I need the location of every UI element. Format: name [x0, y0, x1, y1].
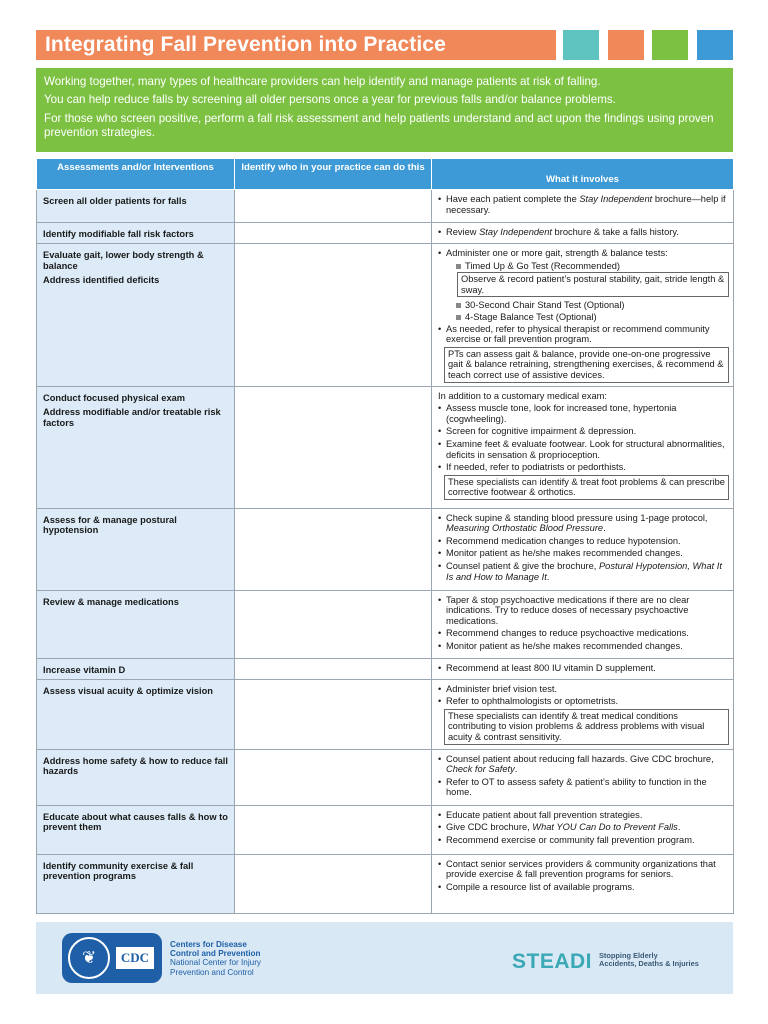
- text-part: Administer brief vision test.: [446, 683, 558, 694]
- assessment-cell: [37, 508, 235, 590]
- decorative-square-orange: [608, 30, 644, 60]
- bullet-item: [438, 641, 729, 652]
- intro-paragraph: You can help reduce falls by screening all older persons once a year for previous falls and/or balance problems.: [44, 93, 616, 107]
- cdc-line: Prevention and Control: [170, 967, 254, 977]
- text-part: Screen for cognitive impairment & depression.: [446, 426, 637, 437]
- text-part: Have each patient complete the: [446, 194, 580, 204]
- bullet-item: [438, 859, 729, 880]
- text-part: brochure—help if necessary.: [446, 194, 726, 215]
- text-part: Refer to ophthalmologists or optometrists.: [446, 696, 619, 707]
- text-part: Taper & stop psychoactive medications if there are no clear indications. Try to reduce doses of necessary psychoactive medications.: [446, 594, 690, 626]
- text-part: .: [546, 571, 550, 582]
- assessment-label: Assess for & manage postural hypotension: [43, 514, 177, 536]
- assessment-cell: [37, 679, 235, 749]
- publication-title: Measuring Orthostatic Blood Pressure: [446, 523, 604, 534]
- text-part: Give CDC brochure,: [446, 822, 533, 833]
- involves-cell: [432, 854, 734, 913]
- page-title: Integrating Fall Prevention into Practice: [45, 33, 446, 56]
- bullet-item: [438, 439, 729, 460]
- assessment-cell: [37, 590, 235, 658]
- assessment-label: Evaluate gait, lower body strength & balance: [43, 250, 204, 271]
- who-cell[interactable]: [235, 386, 432, 508]
- assessment-label: Educate about what causes falls & how to prevent them: [43, 811, 228, 833]
- bullet-item: [438, 227, 729, 238]
- text-part: Recommend at least 800 IU vitamin D supplement.: [446, 662, 656, 673]
- fall-prevention-table: [36, 158, 734, 914]
- text-part: .: [603, 523, 606, 534]
- text-part: As needed, refer to physical therapist or recommend community exercise or fall prevention program.: [446, 323, 710, 345]
- involves-cell: [432, 386, 734, 508]
- steadi-tagline-line: Stopping Elderly: [599, 951, 658, 960]
- text-part: .: [514, 764, 518, 775]
- bullet-item: [438, 684, 729, 695]
- page-header: [36, 30, 556, 60]
- text-part: Counsel patient & give the brochure,: [446, 560, 599, 571]
- text-part: Monitor patient as he/she makes recommended changes.: [446, 640, 683, 651]
- assessment-cell: [37, 244, 235, 387]
- bullet-item: [438, 882, 729, 893]
- text-part: Timed Up & Go Test (Recommended): [465, 260, 621, 271]
- assessment-label: Address identified deficits: [43, 275, 160, 286]
- footer: [36, 922, 733, 994]
- who-cell[interactable]: [235, 590, 432, 658]
- bullet-item: [438, 513, 729, 534]
- involves-cell: [432, 223, 734, 244]
- bullet-item: [438, 194, 729, 215]
- publication-title: What YOU Can Do to Prevent Falls: [532, 822, 678, 833]
- table-row: [37, 223, 734, 244]
- bullet-item: [438, 822, 729, 833]
- who-cell[interactable]: [235, 854, 432, 913]
- note-box: [444, 347, 729, 383]
- cdc-line: Centers for Disease: [170, 940, 247, 949]
- cdc-name: [170, 940, 261, 977]
- hhs-seal-icon: ❦: [68, 937, 110, 979]
- text-part: 4-Stage Balance Test (Optional): [465, 311, 597, 322]
- cdc-line: Control and Prevention: [170, 949, 261, 959]
- bullet-item: [438, 810, 729, 821]
- publication-title: Check for Safety: [446, 764, 515, 775]
- decorative-square-blue: [697, 30, 733, 60]
- text-part: Refer to OT to assess safety & patient’s ability to function in the home.: [446, 776, 707, 798]
- table-row: [37, 590, 734, 658]
- bullet-item: [438, 324, 729, 345]
- cdc-line: National Center for Injury: [170, 958, 262, 968]
- intro-line: [438, 391, 729, 402]
- text-part: Examine feet & evaluate footwear. Look for structural abnormalities, deficits in sensation & proprioception.: [446, 438, 725, 460]
- text-part: Compile a resource list of available programs.: [446, 881, 635, 892]
- involves-cell: [432, 658, 734, 679]
- who-cell[interactable]: [235, 679, 432, 749]
- publication-title: Stay Independent: [479, 227, 552, 237]
- who-cell[interactable]: [235, 190, 432, 223]
- intro-paragraph: Working together, many types of healthcare providers can help identify and manage patients at risk of falling.: [44, 75, 601, 88]
- bullet-item: [438, 248, 729, 259]
- column-header-assessments: Assessments and/or Interventions: [37, 159, 235, 190]
- assessment-label: Identify community exercise & fall prevention programs: [43, 860, 194, 882]
- text-part: Educate patient about fall prevention strategies.: [446, 809, 643, 820]
- involves-cell: [432, 244, 734, 387]
- text-part: Recommend exercise or community fall prevention program.: [446, 834, 695, 845]
- sub-bullet-item: [438, 312, 729, 323]
- assessment-label: Address home safety & how to reduce fall hazards: [43, 755, 228, 777]
- assessment-label: Screen all older patients for falls: [43, 196, 187, 206]
- who-cell[interactable]: [235, 805, 432, 854]
- steadi-tagline-line: Accidents, Deaths & Injuries: [599, 959, 699, 969]
- decorative-square-teal: [563, 30, 599, 60]
- text-part: Recommend changes to reduce psychoactive medications.: [446, 628, 689, 639]
- text-part: These specialists can identify & treat foot problems & can prescribe corrective footwear & orthotics.: [448, 476, 725, 498]
- involves-cell: [432, 679, 734, 749]
- text-part: PTs can assess gait & balance, provide one-on-one progressive gait & balance retraining, strengthening exercises, & recommend & teach correct use of assistive devices.: [448, 348, 724, 380]
- column-header-what: What it involves: [432, 159, 734, 190]
- assessment-label: Conduct focused physical exam: [43, 392, 186, 403]
- involves-cell: [432, 508, 734, 590]
- steadi-logo: STEADI: [512, 950, 593, 973]
- table-row: [37, 854, 734, 913]
- table-row: [37, 190, 734, 223]
- bullet-item: [438, 426, 729, 437]
- text-part: Administer one or more gait, strength & balance tests:: [446, 248, 668, 258]
- text-part: Review: [446, 227, 480, 237]
- who-cell[interactable]: [235, 223, 432, 244]
- who-cell[interactable]: [235, 508, 432, 590]
- assessment-label: Assess visual acuity & optimize vision: [43, 685, 213, 696]
- intro-box: [36, 68, 733, 152]
- text-part: 30-Second Chair Stand Test (Optional): [465, 300, 625, 311]
- assessment-cell: [37, 658, 235, 679]
- note-box: [444, 475, 729, 500]
- publication-title: Stay Independent: [579, 194, 653, 204]
- text-part: Contact senior services providers & community organizations that provide exercise & fall prevention programs for seniors.: [446, 858, 716, 880]
- text-part: Assess muscle tone, look for increased tone, hypertonia (cogwheeling).: [446, 403, 677, 424]
- table-row: [37, 679, 734, 749]
- assessment-label: Increase vitamin D: [43, 664, 126, 675]
- text-part: In addition to a customary medical exam:: [438, 390, 607, 401]
- bullet-item: [438, 548, 729, 559]
- cdc-wordmark: CDC: [116, 947, 154, 969]
- bullet-item: [438, 777, 729, 798]
- steadi-tagline: [599, 952, 699, 969]
- assessment-cell: [37, 223, 235, 244]
- assessment-cell: [37, 386, 235, 508]
- text-part: Check supine & standing blood pressure using 1-page protocol,: [446, 512, 708, 523]
- intro-paragraph: For those who screen positive, perform a fall risk assessment and help patients understand and act upon the findings using proven prevention strategies.: [44, 111, 714, 140]
- text-part: Recommend medication changes to reduce hypotension.: [446, 535, 681, 546]
- bullet-item: [438, 696, 729, 707]
- involves-cell: [432, 190, 734, 223]
- text-part: .: [677, 822, 681, 833]
- who-cell[interactable]: [235, 658, 432, 679]
- involves-cell: [432, 805, 734, 854]
- text-part: Monitor patient as he/she makes recommended changes.: [446, 548, 683, 559]
- assessment-cell: [37, 190, 235, 223]
- bullet-item: [438, 561, 729, 582]
- publication-title: Postural Hypotension, What It Is and How to Manage It: [446, 560, 722, 582]
- text-part: brochure & take a falls history.: [551, 227, 679, 237]
- cdc-logo: [62, 933, 162, 983]
- bullet-item: [438, 536, 729, 547]
- assessment-cell: [37, 805, 235, 854]
- assessment-label: Review & manage medications: [43, 596, 179, 607]
- table-header-row: [37, 159, 734, 190]
- decorative-square-green: [652, 30, 688, 60]
- bullet-item: [438, 663, 729, 674]
- sub-bullet-item: [438, 300, 729, 311]
- bullet-item: [438, 462, 729, 473]
- bullet-item: [438, 403, 729, 424]
- text-part: Observe & record patient’s postural stability, gait, stride length & sway.: [461, 274, 725, 295]
- text-part: These specialists can identify & treat medical conditions contributing to vision problems & address problems with visual acuity & contrast sensitivity.: [448, 710, 705, 742]
- table-row: [37, 805, 734, 854]
- bullet-item: [438, 628, 729, 639]
- sub-bullet-item: [438, 261, 729, 272]
- involves-cell: [432, 749, 734, 805]
- text-part: If needed, refer to podiatrists or pedorthists.: [446, 462, 626, 473]
- bullet-item: [438, 595, 729, 627]
- who-cell[interactable]: [235, 749, 432, 805]
- assessment-cell: [37, 854, 235, 913]
- note-box: [444, 709, 729, 745]
- bullet-item: [438, 835, 729, 846]
- bullet-item: [438, 754, 729, 775]
- table-row: [37, 749, 734, 805]
- assessment-label: Identify modifiable fall risk factors: [43, 229, 194, 239]
- column-header-who: Identify who in your practice can do this: [235, 159, 432, 190]
- text-part: Counsel patient about reducing fall hazards. Give CDC brochure,: [446, 753, 714, 764]
- table-row: [37, 244, 734, 387]
- table-row: [37, 386, 734, 508]
- who-cell[interactable]: [235, 244, 432, 387]
- table-row: [37, 658, 734, 679]
- involves-cell: [432, 590, 734, 658]
- assessment-cell: [37, 749, 235, 805]
- table-row: [37, 508, 734, 590]
- assessment-label: Address modifiable and/or treatable risk factors: [43, 407, 221, 428]
- note-box: [457, 272, 729, 297]
